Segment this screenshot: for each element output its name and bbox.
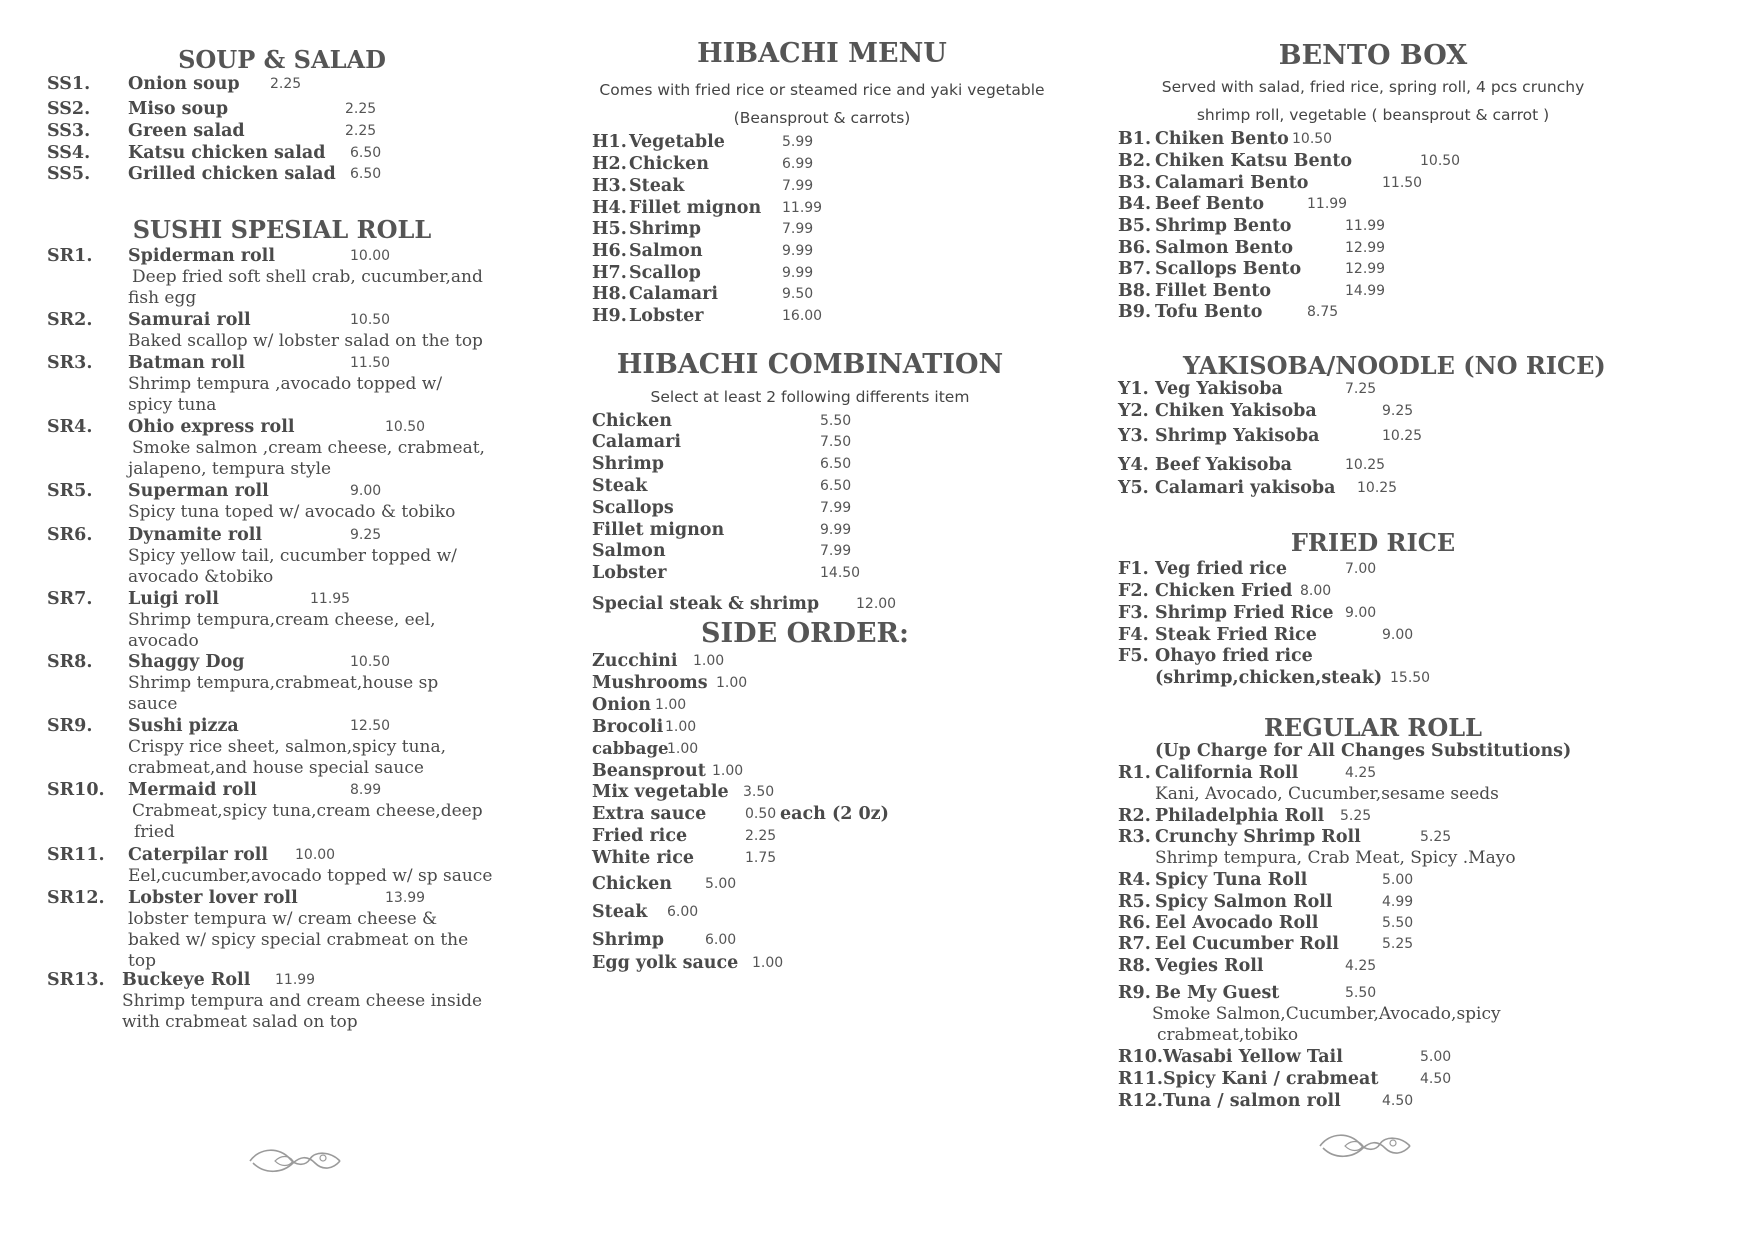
item-price: 12.00 [856, 596, 897, 612]
item-name: Fillet mignon [592, 520, 725, 540]
item-description: fried [134, 822, 175, 842]
item-name: Shrimp [592, 454, 664, 474]
item-name: Onion soup [128, 74, 240, 94]
item-price: 1.00 [655, 697, 687, 713]
item-name: Shrimp Yakisoba [1155, 426, 1320, 446]
item-name: Eel Cucumber Roll [1155, 934, 1339, 954]
item-price: 6.50 [820, 456, 852, 472]
item-price: 1.00 [665, 719, 697, 735]
item-name: Ohayo fried rice [1155, 646, 1313, 666]
item-description: Shrimp tempura,cream cheese, eel, [128, 610, 436, 630]
item-description: lobster tempura w/ cream cheese & [128, 909, 438, 929]
item-price: 5.50 [1345, 985, 1377, 1001]
item-name: Brocoli [592, 717, 664, 737]
item-code: SR1. [47, 246, 93, 266]
item-name: Fillet mignon [629, 198, 762, 218]
item-name: Steak Fried Rice [1155, 625, 1317, 645]
item-description: Shrimp tempura and cream cheese inside [122, 991, 483, 1011]
bento-subtitle: Served with salad, fried rice, spring roll, 4 pcs crunchy [1161, 78, 1585, 96]
item-name: Green salad [128, 121, 245, 141]
item-name: Lobster [592, 563, 667, 583]
bento-subtitle-2: shrimp roll, vegetable ( beansprout & carrot ) [1196, 106, 1550, 124]
item-name: Onion [592, 695, 652, 715]
item-code: B8. [1118, 281, 1152, 301]
item-code: Y2. [1118, 401, 1149, 421]
item-price: 10.25 [1357, 480, 1398, 496]
item-price: 0.50 [745, 806, 777, 822]
item-name: California Roll [1155, 763, 1299, 783]
item-price: 13.99 [385, 890, 426, 906]
item-name-line2: (shrimp,chicken,steak) [1155, 668, 1383, 688]
item-price: 1.00 [693, 653, 725, 669]
item-code: SR4. [47, 417, 93, 437]
item-name: Tuna / salmon roll [1163, 1091, 1341, 1111]
item-description: crabmeat,and house special sauce [128, 758, 424, 778]
item-price: 9.99 [782, 265, 814, 281]
item-price: 10.25 [1382, 428, 1423, 444]
item-price: 4.50 [1382, 1093, 1414, 1109]
item-name: Chiken Bento [1155, 129, 1289, 149]
section-title-side-order: SIDE ORDER: [701, 618, 909, 649]
item-description: Crabmeat,spicy tuna,cream cheese,deep [132, 801, 483, 821]
item-name: Shrimp [592, 930, 664, 950]
section-title-special-roll: SUSHI SPESIAL ROLL [132, 215, 432, 244]
item-name: Caterpilar roll [128, 845, 269, 865]
item-price: 5.00 [1382, 872, 1414, 888]
item-name: Zucchini [592, 651, 678, 671]
item-price: 5.50 [820, 413, 852, 429]
item-code: H1. [592, 132, 627, 152]
item-price: 14.50 [820, 565, 861, 581]
item-name: cabbage [592, 739, 669, 758]
item-code: B4. [1118, 194, 1152, 214]
item-price: 1.00 [667, 741, 699, 757]
item-code: Y1. [1118, 379, 1149, 399]
item-price: 1.75 [745, 850, 777, 866]
item-name: Chicken [629, 154, 709, 174]
item-price: 12.99 [1345, 240, 1386, 256]
item-price: 12.50 [350, 718, 391, 734]
item-price: 8.99 [350, 782, 382, 798]
item-name: Superman roll [128, 481, 269, 501]
hibachi-subtitle-2: (Beansprout & carrots) [733, 109, 911, 127]
item-price: 12.99 [1345, 261, 1386, 277]
item-code: SS1. [47, 74, 91, 94]
item-price: 11.99 [275, 972, 316, 988]
section-title-hibachi-combination: HIBACHI COMBINATION [616, 349, 1004, 380]
item-price: 6.50 [350, 145, 382, 161]
item-name: Mushrooms [592, 673, 708, 693]
item-description: Spicy yellow tail, cucumber topped w/ [128, 546, 457, 566]
item-name: Scallop [629, 263, 701, 283]
item-code: R6. [1118, 913, 1151, 933]
item-code: R5. [1118, 892, 1151, 912]
item-name: Calamari [592, 432, 681, 452]
item-price: 1.00 [716, 675, 748, 691]
item-price: 16.00 [782, 308, 823, 324]
item-price: 6.00 [705, 932, 737, 948]
item-price: 10.50 [1420, 153, 1461, 169]
item-name: Scallops [592, 498, 674, 518]
item-price: 5.00 [1420, 1049, 1452, 1065]
item-code: SR8. [47, 652, 93, 672]
item-code: H9. [592, 306, 627, 326]
item-price: 2.25 [745, 828, 777, 844]
item-code: SR3. [47, 353, 93, 373]
item-code: SR11. [47, 845, 105, 865]
item-code: SS3. [47, 121, 91, 141]
item-description: avocado [128, 631, 199, 651]
item-code: F2. [1118, 581, 1149, 601]
item-code: B9. [1118, 302, 1152, 322]
item-code: H3. [592, 176, 627, 196]
item-name: Fried rice [592, 826, 688, 846]
item-name: Grilled chicken salad [128, 164, 336, 184]
item-name: Sushi pizza [128, 716, 239, 736]
item-name: Scallops Bento [1155, 259, 1302, 279]
item-description: with crabmeat salad on top [122, 1012, 358, 1032]
item-description: Kani, Avocado, Cucumber,sesame seeds [1155, 784, 1499, 804]
item-name: Salmon [592, 541, 666, 561]
item-price: 10.00 [350, 248, 391, 264]
item-price: 4.25 [1345, 958, 1377, 974]
item-name: Lobster lover roll [128, 888, 298, 908]
item-name: Miso soup [128, 99, 229, 119]
item-code: B5. [1118, 216, 1152, 236]
item-name: Beef Yakisoba [1155, 455, 1293, 475]
item-name: Dynamite roll [128, 525, 263, 545]
item-price: 10.50 [1292, 131, 1333, 147]
item-code: F4. [1118, 625, 1149, 645]
item-code: R8. [1118, 956, 1151, 976]
item-code: SR7. [47, 589, 93, 609]
item-name: White rice [592, 848, 694, 868]
item-code: H5. [592, 219, 627, 239]
item-price: 7.00 [1345, 561, 1377, 577]
section-title-fried-rice: FRIED RICE [1290, 528, 1456, 557]
item-code: R2. [1118, 806, 1151, 826]
item-description: crabmeat,tobiko [1157, 1025, 1299, 1045]
item-description: Shrimp tempura ,avocado topped w/ [128, 374, 443, 394]
item-price: 11.95 [310, 591, 351, 607]
item-name: Egg yolk sauce [592, 953, 739, 973]
item-name: Lobster [629, 306, 704, 326]
item-code: B2. [1118, 151, 1152, 171]
item-code: SS2. [47, 99, 91, 119]
item-description: top [128, 951, 156, 971]
item-price: 10.00 [295, 847, 336, 863]
item-description: avocado &tobiko [128, 567, 274, 587]
item-code: R7. [1118, 934, 1151, 954]
item-name: Crunchy Shrimp Roll [1155, 827, 1361, 847]
item-name: Calamari yakisoba [1155, 478, 1336, 498]
item-name: Veg Yakisoba [1155, 379, 1283, 399]
item-price: 9.99 [782, 243, 814, 259]
item-price: 9.00 [1345, 605, 1377, 621]
item-code: B7. [1118, 259, 1152, 279]
swirl-ornament-left [245, 1145, 345, 1177]
item-name: Chicken [592, 411, 672, 431]
item-price: 1.00 [712, 763, 744, 779]
item-price: 5.00 [705, 876, 737, 892]
item-name: Steak [592, 902, 648, 922]
item-name: Shrimp Bento [1155, 216, 1292, 236]
item-name: Fillet Bento [1155, 281, 1272, 301]
item-name: Beef Bento [1155, 194, 1265, 214]
item-price: 4.99 [1382, 894, 1414, 910]
item-name: Shrimp Fried Rice [1155, 603, 1334, 623]
item-price: 4.50 [1420, 1071, 1452, 1087]
item-price: 5.25 [1420, 829, 1452, 845]
item-description: Smoke Salmon,Cucumber,Avocado,spicy [1152, 1004, 1501, 1024]
item-price: 6.50 [350, 166, 382, 182]
item-name: Vegetable [629, 132, 725, 152]
item-description: baked w/ spicy special crabmeat on the [128, 930, 469, 950]
item-code: Y4. [1118, 455, 1149, 475]
item-price: 9.25 [350, 527, 382, 543]
section-title-soup-salad: SOUP & SALAD [178, 45, 386, 74]
item-name: Katsu chicken salad [128, 143, 326, 163]
combination-subtitle: Select at least 2 following differents item [650, 388, 970, 406]
item-code: R3. [1118, 827, 1151, 847]
regular-roll-subtitle: (Up Charge for All Changes Substitutions) [1155, 741, 1572, 761]
item-description: spicy tuna [128, 395, 217, 415]
item-name: Vegies Roll [1155, 956, 1264, 976]
item-name: Ohio express roll [128, 417, 295, 437]
item-code: Y5. [1118, 478, 1149, 498]
item-name: Buckeye Roll [122, 970, 251, 990]
item-price: 7.99 [820, 543, 852, 559]
item-code: R12. [1118, 1091, 1163, 1111]
item-name: Spicy Kani / crabmeat [1163, 1069, 1379, 1089]
item-description: Shrimp tempura, Crab Meat, Spicy .Mayo [1155, 848, 1516, 868]
item-name: Beansprout [592, 761, 706, 781]
item-name: Chiken Yakisoba [1155, 401, 1317, 421]
item-code: F3. [1118, 603, 1149, 623]
item-code: SR10. [47, 780, 105, 800]
item-code: R9. [1118, 983, 1151, 1003]
item-price: 7.99 [820, 500, 852, 516]
item-code: R4. [1118, 870, 1151, 890]
item-description: sauce [128, 694, 178, 714]
item-name: Chicken [592, 874, 672, 894]
section-title-regular-roll: REGULAR ROLL [1263, 713, 1483, 742]
swirl-ornament-right [1315, 1130, 1415, 1162]
item-code: Y3. [1118, 426, 1149, 446]
item-code: B6. [1118, 238, 1152, 258]
item-price: 8.75 [1307, 304, 1339, 320]
item-price: 5.50 [1382, 915, 1414, 931]
item-price: 10.50 [350, 654, 391, 670]
item-price: 11.99 [1307, 196, 1348, 212]
item-price: 9.00 [350, 483, 382, 499]
item-name: Spiderman roll [128, 246, 275, 266]
item-code: SS4. [47, 143, 91, 163]
item-price: 11.50 [350, 355, 391, 371]
item-price: 7.99 [782, 221, 814, 237]
item-name: Salmon [629, 241, 703, 261]
item-code: SR5. [47, 481, 93, 501]
item-code: SR6. [47, 525, 93, 545]
item-price: 5.25 [1382, 936, 1414, 952]
item-code: SR9. [47, 716, 93, 736]
item-name: Shrimp [629, 219, 701, 239]
item-name: Calamari Bento [1155, 173, 1309, 193]
item-price: 11.50 [1382, 175, 1423, 191]
item-price: 9.25 [1382, 403, 1414, 419]
item-code: H7. [592, 263, 627, 283]
item-description: Spicy tuna toped w/ avocado & tobiko [128, 502, 456, 522]
item-price: 5.99 [782, 134, 814, 150]
item-price: 7.99 [782, 178, 814, 194]
item-code: B3. [1118, 173, 1152, 193]
item-code: H2. [592, 154, 627, 174]
item-price: 9.99 [820, 522, 852, 538]
item-name: Mix vegetable [592, 782, 729, 802]
hibachi-subtitle: Comes with fried rice or steamed rice and yaki vegetable [599, 81, 1045, 99]
item-name: Spicy Salmon Roll [1155, 892, 1333, 912]
item-code: F5. [1118, 646, 1149, 666]
item-name: Samurai roll [128, 310, 251, 330]
item-code: H8. [592, 284, 627, 304]
item-extra: each (2 0z) [780, 804, 889, 824]
item-price: 6.00 [667, 904, 699, 920]
item-name: Spicy Tuna Roll [1155, 870, 1308, 890]
section-title-bento-box: BENTO BOX [1278, 40, 1468, 71]
item-name: Calamari [629, 284, 718, 304]
item-name: Shaggy Dog [128, 652, 245, 672]
item-price: 8.00 [1300, 583, 1332, 599]
section-title-yakisoba: YAKISOBA/NOODLE (NO RICE) [1183, 351, 1606, 380]
item-price: 2.25 [345, 123, 377, 139]
item-name: Chiken Katsu Bento [1155, 151, 1353, 171]
item-name: Salmon Bento [1155, 238, 1294, 258]
item-price: 4.25 [1345, 765, 1377, 781]
item-price: 15.50 [1390, 670, 1431, 686]
item-price: 1.00 [752, 955, 784, 971]
item-name: Veg fried rice [1155, 559, 1287, 579]
item-price: 5.25 [1340, 808, 1372, 824]
item-code: R1. [1118, 763, 1151, 783]
item-price: 2.25 [270, 76, 302, 92]
item-code: SR2. [47, 310, 93, 330]
item-name: Philadelphia Roll [1155, 806, 1325, 826]
item-price: 10.50 [350, 312, 391, 328]
item-price: 3.50 [743, 784, 775, 800]
item-code: B1. [1118, 129, 1152, 149]
item-price: 11.99 [1345, 218, 1386, 234]
item-code: R10. [1118, 1047, 1163, 1067]
item-name: Steak [629, 176, 685, 196]
item-description: Baked scallop w/ lobster salad on the top [128, 331, 483, 351]
item-name: Be My Guest [1155, 983, 1280, 1003]
item-price: 6.99 [782, 156, 814, 172]
item-name: Batman roll [128, 353, 246, 373]
item-name: Steak [592, 476, 648, 496]
item-code: SR13. [47, 970, 105, 990]
item-price: 2.25 [345, 101, 377, 117]
item-code: SR12. [47, 888, 105, 908]
section-title-hibachi-menu: HIBACHI MENU [697, 38, 947, 69]
item-price: 9.50 [782, 286, 814, 302]
item-description: Deep fried soft shell crab, cucumber,and [132, 267, 483, 287]
item-description: jalapeno, tempura style [128, 459, 332, 479]
item-code: H4. [592, 198, 627, 218]
item-price: 7.25 [1345, 381, 1377, 397]
item-price: 10.50 [385, 419, 426, 435]
item-price: 6.50 [820, 478, 852, 494]
item-code: H6. [592, 241, 627, 261]
item-description: Eel,cucumber,avocado topped w/ sp sauce [128, 866, 493, 886]
item-name: Luigi roll [128, 589, 219, 609]
item-name: Extra sauce [592, 804, 707, 824]
item-description: Smoke salmon ,cream cheese, crabmeat, [132, 438, 485, 458]
item-description: fish egg [128, 288, 197, 308]
item-code: F1. [1118, 559, 1149, 579]
item-price: 7.50 [820, 434, 852, 450]
item-code: SS5. [47, 164, 91, 184]
item-code: R11. [1118, 1069, 1163, 1089]
item-name: Wasabi Yellow Tail [1163, 1047, 1343, 1067]
item-price: 11.99 [782, 200, 823, 216]
item-name: Eel Avocado Roll [1155, 913, 1319, 933]
item-price: 10.25 [1345, 457, 1386, 473]
item-name: Chicken Fried [1155, 581, 1293, 601]
item-price: 14.99 [1345, 283, 1386, 299]
item-description: Shrimp tempura,crabmeat,house sp [128, 673, 439, 693]
item-name: Special steak & shrimp [592, 594, 820, 614]
item-name: Mermaid roll [128, 780, 257, 800]
item-price: 9.00 [1382, 627, 1414, 643]
item-description: Crispy rice sheet, salmon,spicy tuna, [128, 737, 447, 757]
item-name: Tofu Bento [1155, 302, 1263, 322]
